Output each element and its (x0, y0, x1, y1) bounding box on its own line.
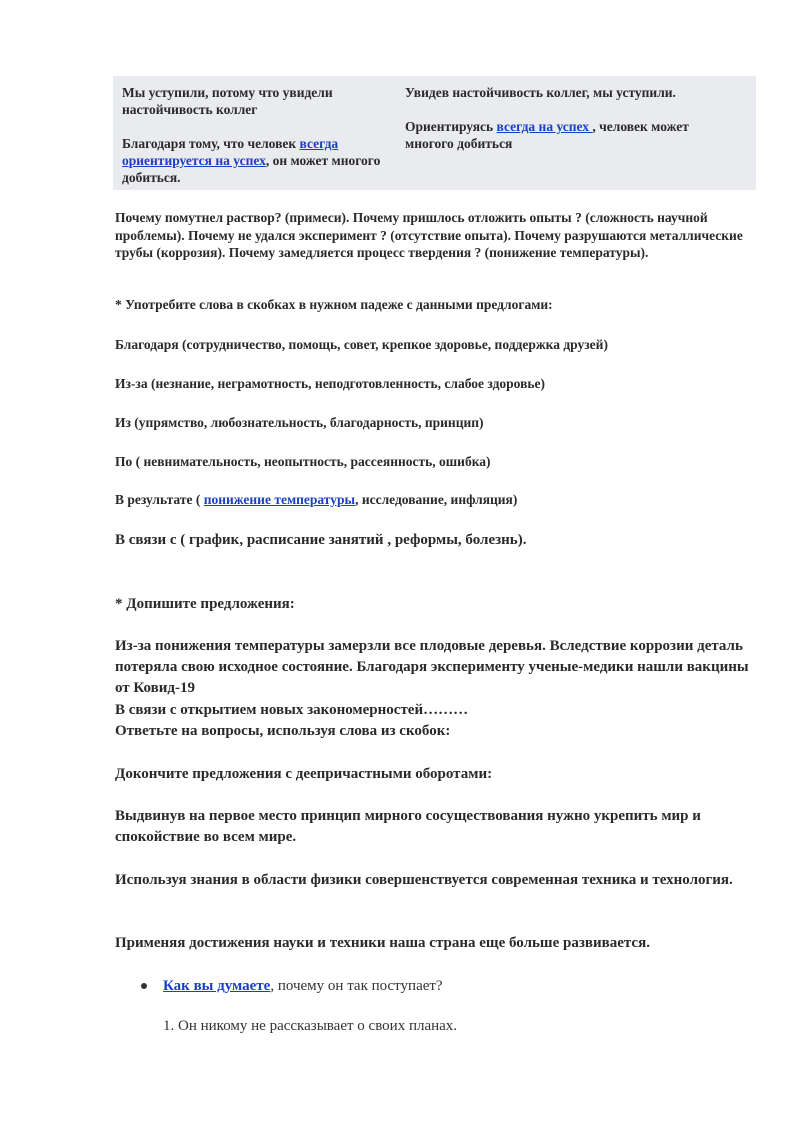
link-ponizhenie-temperatury[interactable]: понижение температуры (203, 492, 356, 507)
bullet-item (163, 976, 723, 997)
line-po: По ( невнимательность, неопытность, рассеянность, ошибка) (115, 454, 491, 469)
link-vsegda-orientiruetsya[interactable]: всегда ориентируется на успех (122, 136, 339, 168)
paragraph-primenyaya: Применяя достижения науки и техники наша страна еще больше развивается. (115, 935, 650, 951)
example-table (113, 76, 756, 190)
link-kak-vy-dumaete[interactable]: Как вы думаете (163, 978, 271, 994)
text-span: , исследование, инфляция) (355, 492, 518, 507)
text-span: В результате ( (115, 492, 204, 507)
questions-paragraph: Почему помутнел раствор? (примеси). Почему пришлось отложить опыты ? (сложность научной проблемы). Почему не удался эксперимент ? (отсутствие опыта). Почему разрушаются металлические трубы (коррозия). Почему замедляется процесс твердения ? (понижение температуры). (115, 210, 743, 260)
line-blagodarya: Благодаря (сотрудничество, помощь, совет, крепкое здоровье, поддержка друзей) (115, 337, 608, 352)
bullet-dot-icon (141, 983, 147, 989)
table-cell-right (405, 84, 735, 152)
line-otkrytiem: В связи с открытием новых закономерностей……… (115, 702, 469, 718)
link-vsegda-na-uspekh[interactable]: всегда на успех (496, 119, 593, 134)
table-right-sentence-1: Увидев настойчивость коллег, мы уступили. (405, 85, 676, 100)
line-iz-za: Из-за (незнание, неграмотность, неподготовленность, слабое здоровье) (115, 376, 545, 391)
paragraph-ispolzuya: Используя знания в области физики совершенствуется современная техника и технология. (115, 872, 733, 888)
line-v-rezultate (115, 491, 755, 509)
table-left-sentence-1: Мы уступили, потому что увидели настойчивость коллег (122, 85, 333, 117)
text-span: , почему он так поступает? (270, 978, 443, 994)
table-cell-left (122, 84, 382, 186)
line-iz: Из (упрямство, любознательность, благодарность, принцип) (115, 415, 484, 430)
paragraph-vydvinuv: Выдвинув на первое место принцип мирного сосуществования нужно укрепить мир и спокойствие во всем мире. (115, 808, 701, 845)
text-span: Ориентируясь (405, 119, 497, 134)
task-heading-dokonchite: Докончите предложения с деепричастными оборотами: (115, 766, 493, 782)
text-span: , он может многого добиться. (122, 153, 381, 185)
task-heading-dopishite: * Допишите предложения: (115, 596, 295, 612)
task-heading-cases: * Употребите слова в скобках в нужном падеже с данными предлогами: (115, 297, 553, 312)
text-span: Благодаря тому, что человек (122, 136, 300, 151)
dopishite-paragraph: Из-за понижения температуры замерзли все плодовые деревья. Вследствие коррозии деталь потеряла свою исходное состояние. Благодаря эксперименту ученые-медики нашли вакцины от Ковид-19 (115, 638, 749, 696)
text-span: , человек может многого добиться (405, 119, 689, 151)
table-left-sentence-2 (122, 135, 382, 186)
line-v-svyazi: В связи с ( график, расписание занятий , реформы, болезнь). (115, 532, 527, 548)
line-otvette: Ответьте на вопросы, используя слова из скобок: (115, 723, 451, 739)
numbered-item-1: 1. Он никому не рассказывает о своих планах. (163, 1018, 458, 1034)
table-right-sentence-2 (405, 118, 735, 152)
